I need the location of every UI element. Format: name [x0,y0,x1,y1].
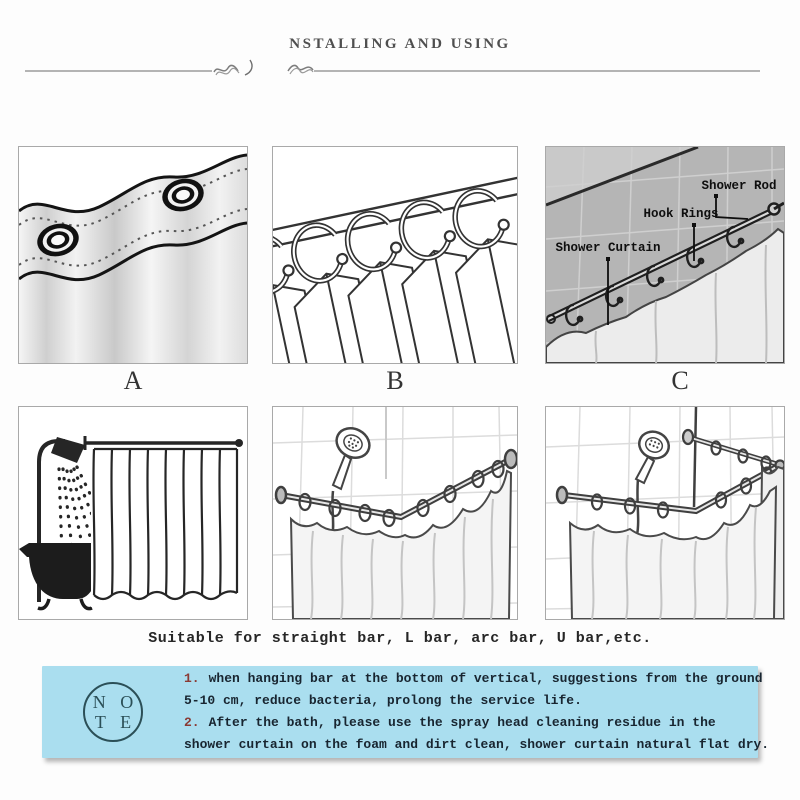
hook-rings-label: Hook Rings [643,207,719,221]
shower-head-icon [51,437,85,463]
page-title: NSTALLING AND USING [289,36,511,52]
panel-label-c: C [671,366,689,395]
hand-shower-icon [331,423,374,539]
panel-b-hook-rings [272,146,518,364]
bathtub-illustration [19,407,247,619]
u-bar-illustration [546,407,784,619]
curtain-fabric [19,155,247,363]
note-badge [42,682,184,742]
note-item-number: 1. [184,671,200,686]
note-item-1-line-1: 1. when hanging bar at the bottom of vertical, suggestions from the ground [184,671,763,686]
note-circle-icon [83,682,143,742]
title-divider [0,58,800,89]
note-item-2-line-2: shower curtain on the foam and dirt clean, shower curtain natural flat dry. [184,737,770,752]
note-item-2-line-1: 2. After the bath, please use the spray head cleaning residue in the [184,715,716,730]
hook-rings-illustration [273,147,517,363]
rod-flange-icon [683,430,693,444]
panel-f-u-bar [545,406,785,620]
rod-flange-icon [276,487,286,503]
panel-d-straight-bar [18,406,248,620]
note-badge-line1: N O [92,692,139,712]
grommet-curtain-illustration [19,147,247,363]
panel-label-b: B [386,366,404,395]
panel-label-a: A [123,366,143,395]
note-badge-line2: T E [94,712,137,732]
suitability-caption: Suitable for straight bar, L bar, arc bar, U bar,etc. [148,630,652,647]
rod-flange-icon [557,487,567,503]
divider-ornament-icon [0,58,800,84]
note-body [184,668,777,756]
note-box [42,666,770,758]
corner-bar-illustration [273,407,517,619]
panel-c-labeled-curtain [545,146,785,364]
note-item-number: 2. [184,715,200,730]
note-item-1-line-2: 5-10 cm, reduce bacteria, prolong the service life. [184,693,582,708]
bathtub-icon [19,543,100,609]
panel-e-corner-bar [272,406,518,620]
hand-shower-icon [635,427,673,535]
shower-rod-line [564,465,780,511]
shower-rod-label: Shower Rod [701,179,777,193]
shower-curtain-label: Shower Curtain [555,241,661,255]
ceiling-support [694,407,696,507]
shower-curtain-shape [291,471,511,619]
shower-rod-line [281,459,511,517]
panel-a-grommet-curtain [18,146,248,364]
labeled-curtain-illustration [546,147,784,363]
rod-flange-icon [505,450,517,468]
